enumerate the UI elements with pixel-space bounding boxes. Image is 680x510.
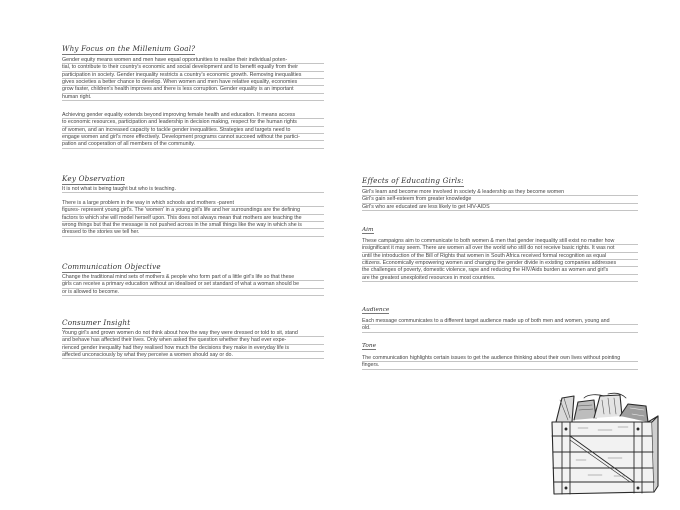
text-line: gives societies a better chance to develop. When women and men have relative equality, economies <box>62 79 324 86</box>
effects-list <box>362 189 638 211</box>
list-item: Girl's who are educated are less likely to get HIV-AIDS <box>362 204 638 211</box>
text-line: Young girl's and grown women do not think about how the way they were dressed or told to sit, stand <box>62 330 324 337</box>
audience-paragraph <box>362 318 638 333</box>
text-line: the challenges of poverty, domestic violence, rape and reducing the HIV/Aids burden as women and girl's <box>362 267 638 274</box>
text-line: Gender equity means women and men have equal opportunities to realise their individual poten- <box>62 57 324 64</box>
text-line: dressed to the stories we tell her. <box>62 229 324 236</box>
key-observation-paragraph <box>62 200 324 237</box>
text-line: old. <box>362 325 638 332</box>
text-line: are the greatest unexploited resources in most countries. <box>362 275 638 282</box>
why-focus-paragraph-2 <box>62 112 324 149</box>
text-line: The communication highlights certain issues to get the audience thinking about their own lives without pointing <box>362 355 638 362</box>
why-focus-heading: Why Focus on the Millenium Goal? <box>62 44 196 53</box>
text-line: participation in society. Gender inequality restricts a country's economic growth. Removing inequalities <box>62 72 324 79</box>
effects-heading: Effects of Educating Girls: <box>362 176 464 185</box>
text-line: girls can receive a primary education without an idealised or set standard of what a woman should be <box>62 281 324 288</box>
text-line: fingers. <box>362 362 638 369</box>
crate-of-clothes-icon <box>548 392 660 500</box>
text-line: citizens. Economically empowering women and changing the gender divide in existing companies addresses <box>362 260 638 267</box>
text-line: human right. <box>62 94 324 101</box>
key-observation-lead <box>62 186 324 193</box>
consumer-insight-paragraph <box>62 330 324 359</box>
list-item: Girl's learn and become more involved in society & leadership as they become women <box>362 189 638 196</box>
text-line: wrong things but that the message is not pushed across in the small things like the way in which she is <box>62 222 324 229</box>
text-line: pation and cooperation of all members of the community. <box>62 141 324 148</box>
text-line: rienced gender inequality had they realised how much the decisions they make in everyday life is <box>62 345 324 352</box>
text-line: of women, and an increased capacity to tackle gender inequalities. Strategies and targets need to <box>62 127 324 134</box>
communication-objective-heading: Communication Objective <box>62 262 161 271</box>
text-line: Change the traditional mind sets of mothers & people who form part of a little girl's life so that these <box>62 274 324 281</box>
text-line: There is a large problem in the way in which schools and mothers -parent <box>62 200 324 207</box>
text-line: Achieving gender equality extends beyond improving female health and education. It means access <box>62 112 324 119</box>
text-line: or is allowed to become. <box>62 289 324 296</box>
tone-paragraph <box>362 355 638 370</box>
text-line: to economic resources, participation and leadership in decision making, respect for the human rights <box>62 119 324 126</box>
text-line: tial, to contribute to their country's economic and social development and to benefit equally from their <box>62 64 324 71</box>
text-line: engage women and girl's more effectively. Development programs cannot succeed without the partici- <box>62 134 324 141</box>
text-line: until the introduction of the Bill of Rights that women in South Africa received formal recognition as equal <box>362 253 638 260</box>
text-line: grow faster, children's health improves and there is less corruption. Gender equality is an important <box>62 86 324 93</box>
why-focus-paragraph-1 <box>62 57 324 101</box>
text-line: Each message communicates to a different target audience made up of both men and women, young and <box>362 318 638 325</box>
aim-heading: Aim <box>362 227 374 233</box>
text-line: affected unconsciously by what they perceive a women should say or do. <box>62 352 324 359</box>
audience-heading: Audience <box>362 307 390 313</box>
text-line: figures- represent young girl's. The 'women' in a young girl's life and her surroundings are the defining <box>62 207 324 214</box>
aim-paragraph <box>362 238 638 282</box>
text-line: and behave has affected their lives. Only when asked the question whether they had ever expe- <box>62 337 324 344</box>
text-line: It is not what is being taught but who is teaching. <box>62 186 324 193</box>
communication-objective-paragraph <box>62 274 324 296</box>
key-observation-heading: Key Observation <box>62 174 126 183</box>
list-item: Girl's gain self-esteem from greater knowledge <box>362 196 638 203</box>
tone-heading: Tone <box>362 343 377 349</box>
consumer-insight-heading: Consumer Insight <box>62 318 131 327</box>
text-line: insignificant it may seem. There are women all over the world who still do not receive basic rights. It was not <box>362 245 638 252</box>
text-line: factors to which she will model herself upon. This does not always mean that mothers are teaching the <box>62 215 324 222</box>
text-line: These campaigns aim to communicate to both women & men that gender inequality still exist no matter how <box>362 238 638 245</box>
